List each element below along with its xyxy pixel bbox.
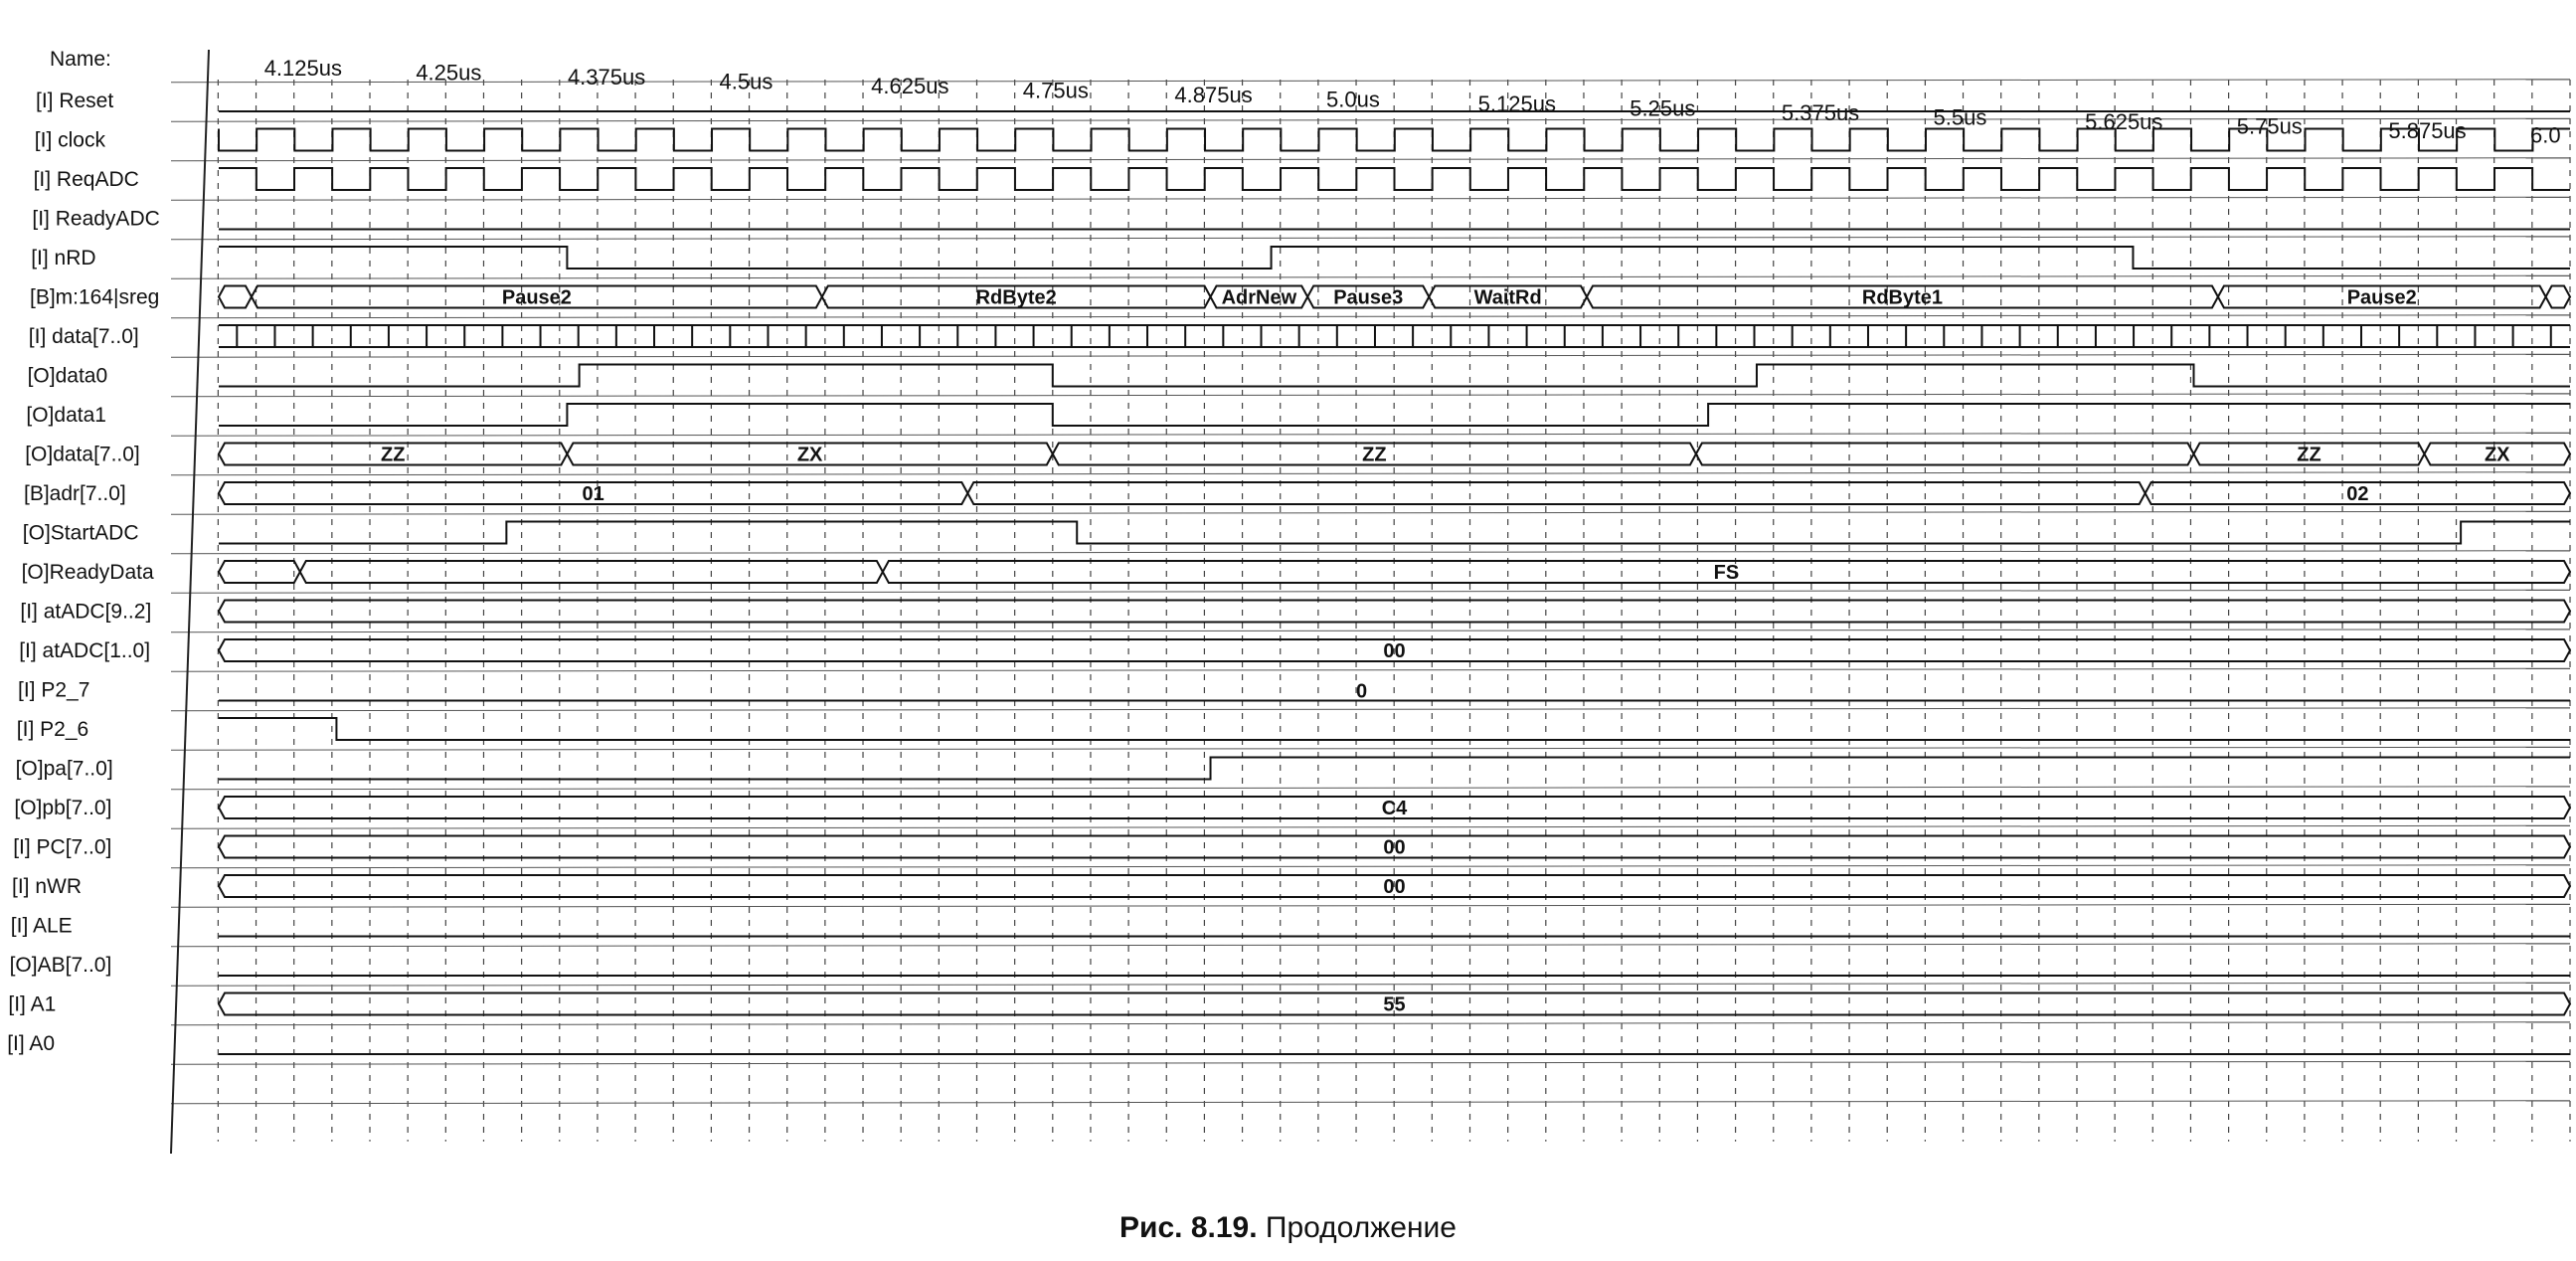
bus-value-label: Pause2 [2346,286,2417,309]
row-rule [171,511,2570,514]
time-tick-label: 4.875us [1174,83,1253,107]
time-tick-label: 4.75us [1022,78,1089,103]
row-rule [171,590,2570,593]
time-tick-label: 4.25us [416,60,482,86]
signal-name: [O]data1 [26,404,106,427]
bus-segment [2546,286,2570,308]
bus-segment [300,561,883,583]
row-rule [171,630,2570,632]
bus-value-label: RdByte2 [975,286,1057,309]
signal-name: [O]data0 [27,364,108,388]
bus-segment [219,286,252,308]
signal-name: [I] ReadyADC [32,207,160,231]
signal-name: [O]pa[7..0] [15,757,113,781]
bus-segment [219,561,300,583]
signal-trace [219,875,2570,898]
caption-number: Рис. 8.19. [1119,1211,1258,1244]
signal-name: [O]AB[7..0] [9,954,112,977]
bus-value-label: ZX [796,444,823,466]
bus-value-label: 00 [1383,836,1406,859]
signal-trace [219,639,2570,662]
row-rule [171,825,2570,828]
signal-name: [O]pb[7..0] [14,797,112,819]
bus-value-label: WaitRd [1473,286,1542,309]
grid [171,80,2570,1142]
time-axis [264,56,2561,148]
signal-name: [I] P2_6 [16,718,89,741]
time-tick-label: 5.0us [1326,87,1380,112]
bus-value-label: 01 [582,483,604,505]
time-tick-label: 5.75us [2236,113,2303,139]
signal-name: [I] nRD [31,247,96,270]
signal-name: [I] PC[7..0] [13,835,112,859]
row-rule [171,197,2570,200]
name-header: Name: [50,48,111,71]
signal-name: [I] clock [34,128,105,152]
clock-wave [219,129,2570,151]
signal-name: [I] atADC[1..0] [19,639,151,662]
bus-value-label: ZZ [380,444,406,466]
time-tick-label: 4.5us [719,69,773,94]
time-tick-label: 6.0 [2530,122,2561,148]
bus-value-label: ZX [2484,444,2510,466]
row-rule [171,394,2570,397]
time-tick-label: 5.625us [2085,109,2163,134]
bus-value-label: ZZ [1362,444,1387,466]
signal-trace [219,993,2570,1016]
row-rule [171,551,2570,554]
signal-name: [I] P2_7 [18,678,90,702]
signal-name-column [7,90,160,1055]
bus-value-label: Pause3 [1333,286,1404,309]
bus-value-label: RdByte1 [1861,286,1944,309]
row-rule [171,275,2570,278]
name-column-divider [171,50,209,1154]
row-rule [171,865,2570,868]
row-rule [171,787,2570,790]
bus-value-label: 0 [1356,680,1368,703]
bus-segment [967,482,2145,504]
signal-trace [219,836,2570,859]
row-rule [171,983,2570,986]
time-tick-label: 5.125us [1477,91,1556,116]
signal-name: [I] data[7..0] [28,325,139,348]
signal-name: [I] A0 [7,1032,56,1055]
time-tick-label: 5.25us [1630,95,1696,121]
time-tick-label: 4.125us [263,56,342,81]
bus-value-label: ZZ [2297,444,2321,466]
bus-value-label: 55 [1383,993,1406,1016]
row-rule [171,354,2570,357]
bus-value-label: Pause2 [501,286,572,309]
row-rule [171,668,2570,671]
row-rule [171,315,2570,318]
time-tick-label: 5.875us [2388,118,2467,143]
row-rule [171,80,2570,83]
row-rule [171,708,2570,711]
signal-name: [I] ALE [10,914,73,938]
row-rule [171,118,2570,121]
signal-name: [I] atADC[9..2] [20,600,152,624]
row-rule [171,158,2570,161]
bus-value-label: 00 [1383,640,1406,662]
signal-name: [I] Reset [36,90,114,112]
signal-name: [O]StartADC [22,521,139,545]
signal-name: [O]data[7..0] [25,443,140,466]
bus-value-label: 02 [2346,483,2369,505]
bus-value-label: AdrNew [1221,286,1297,309]
row-rule [171,1022,2570,1025]
bus-segment [1696,444,2194,465]
row-rule [171,944,2570,947]
signal-name: [B]m:164|sreg [30,285,160,309]
bus-value-label: FS [1713,562,1740,584]
row-rule [171,1061,2570,1064]
row-rule [171,747,2570,750]
signal-trace [219,286,2570,309]
signal-trace [219,129,2570,151]
row-rule [171,433,2570,436]
signal-name: [I] nWR [12,875,83,898]
row-rule [171,237,2570,240]
signal-name: [I] ReqADC [33,168,139,191]
row-rule [171,1101,2570,1104]
row-rule [171,472,2570,475]
clock-wave [219,168,2570,190]
row-rule [171,904,2570,907]
time-tick-label: 5.5us [1933,104,1987,130]
time-tick-label: 4.375us [567,65,646,90]
bus-value-label: C4 [1381,798,1408,819]
time-tick-label: 5.375us [1781,100,1860,125]
signal-name: [B]adr[7..0] [24,482,126,505]
time-tick-label: 4.625us [871,74,949,98]
bus-value-label: 00 [1383,876,1406,898]
caption-text: Продолжение [1265,1211,1457,1244]
signal-name: [I] A1 [8,992,57,1016]
signal-name: [O]ReadyData [21,561,154,584]
signal-trace [219,168,2570,190]
signal-trace [219,797,2570,819]
figure-caption [0,1211,2576,1245]
